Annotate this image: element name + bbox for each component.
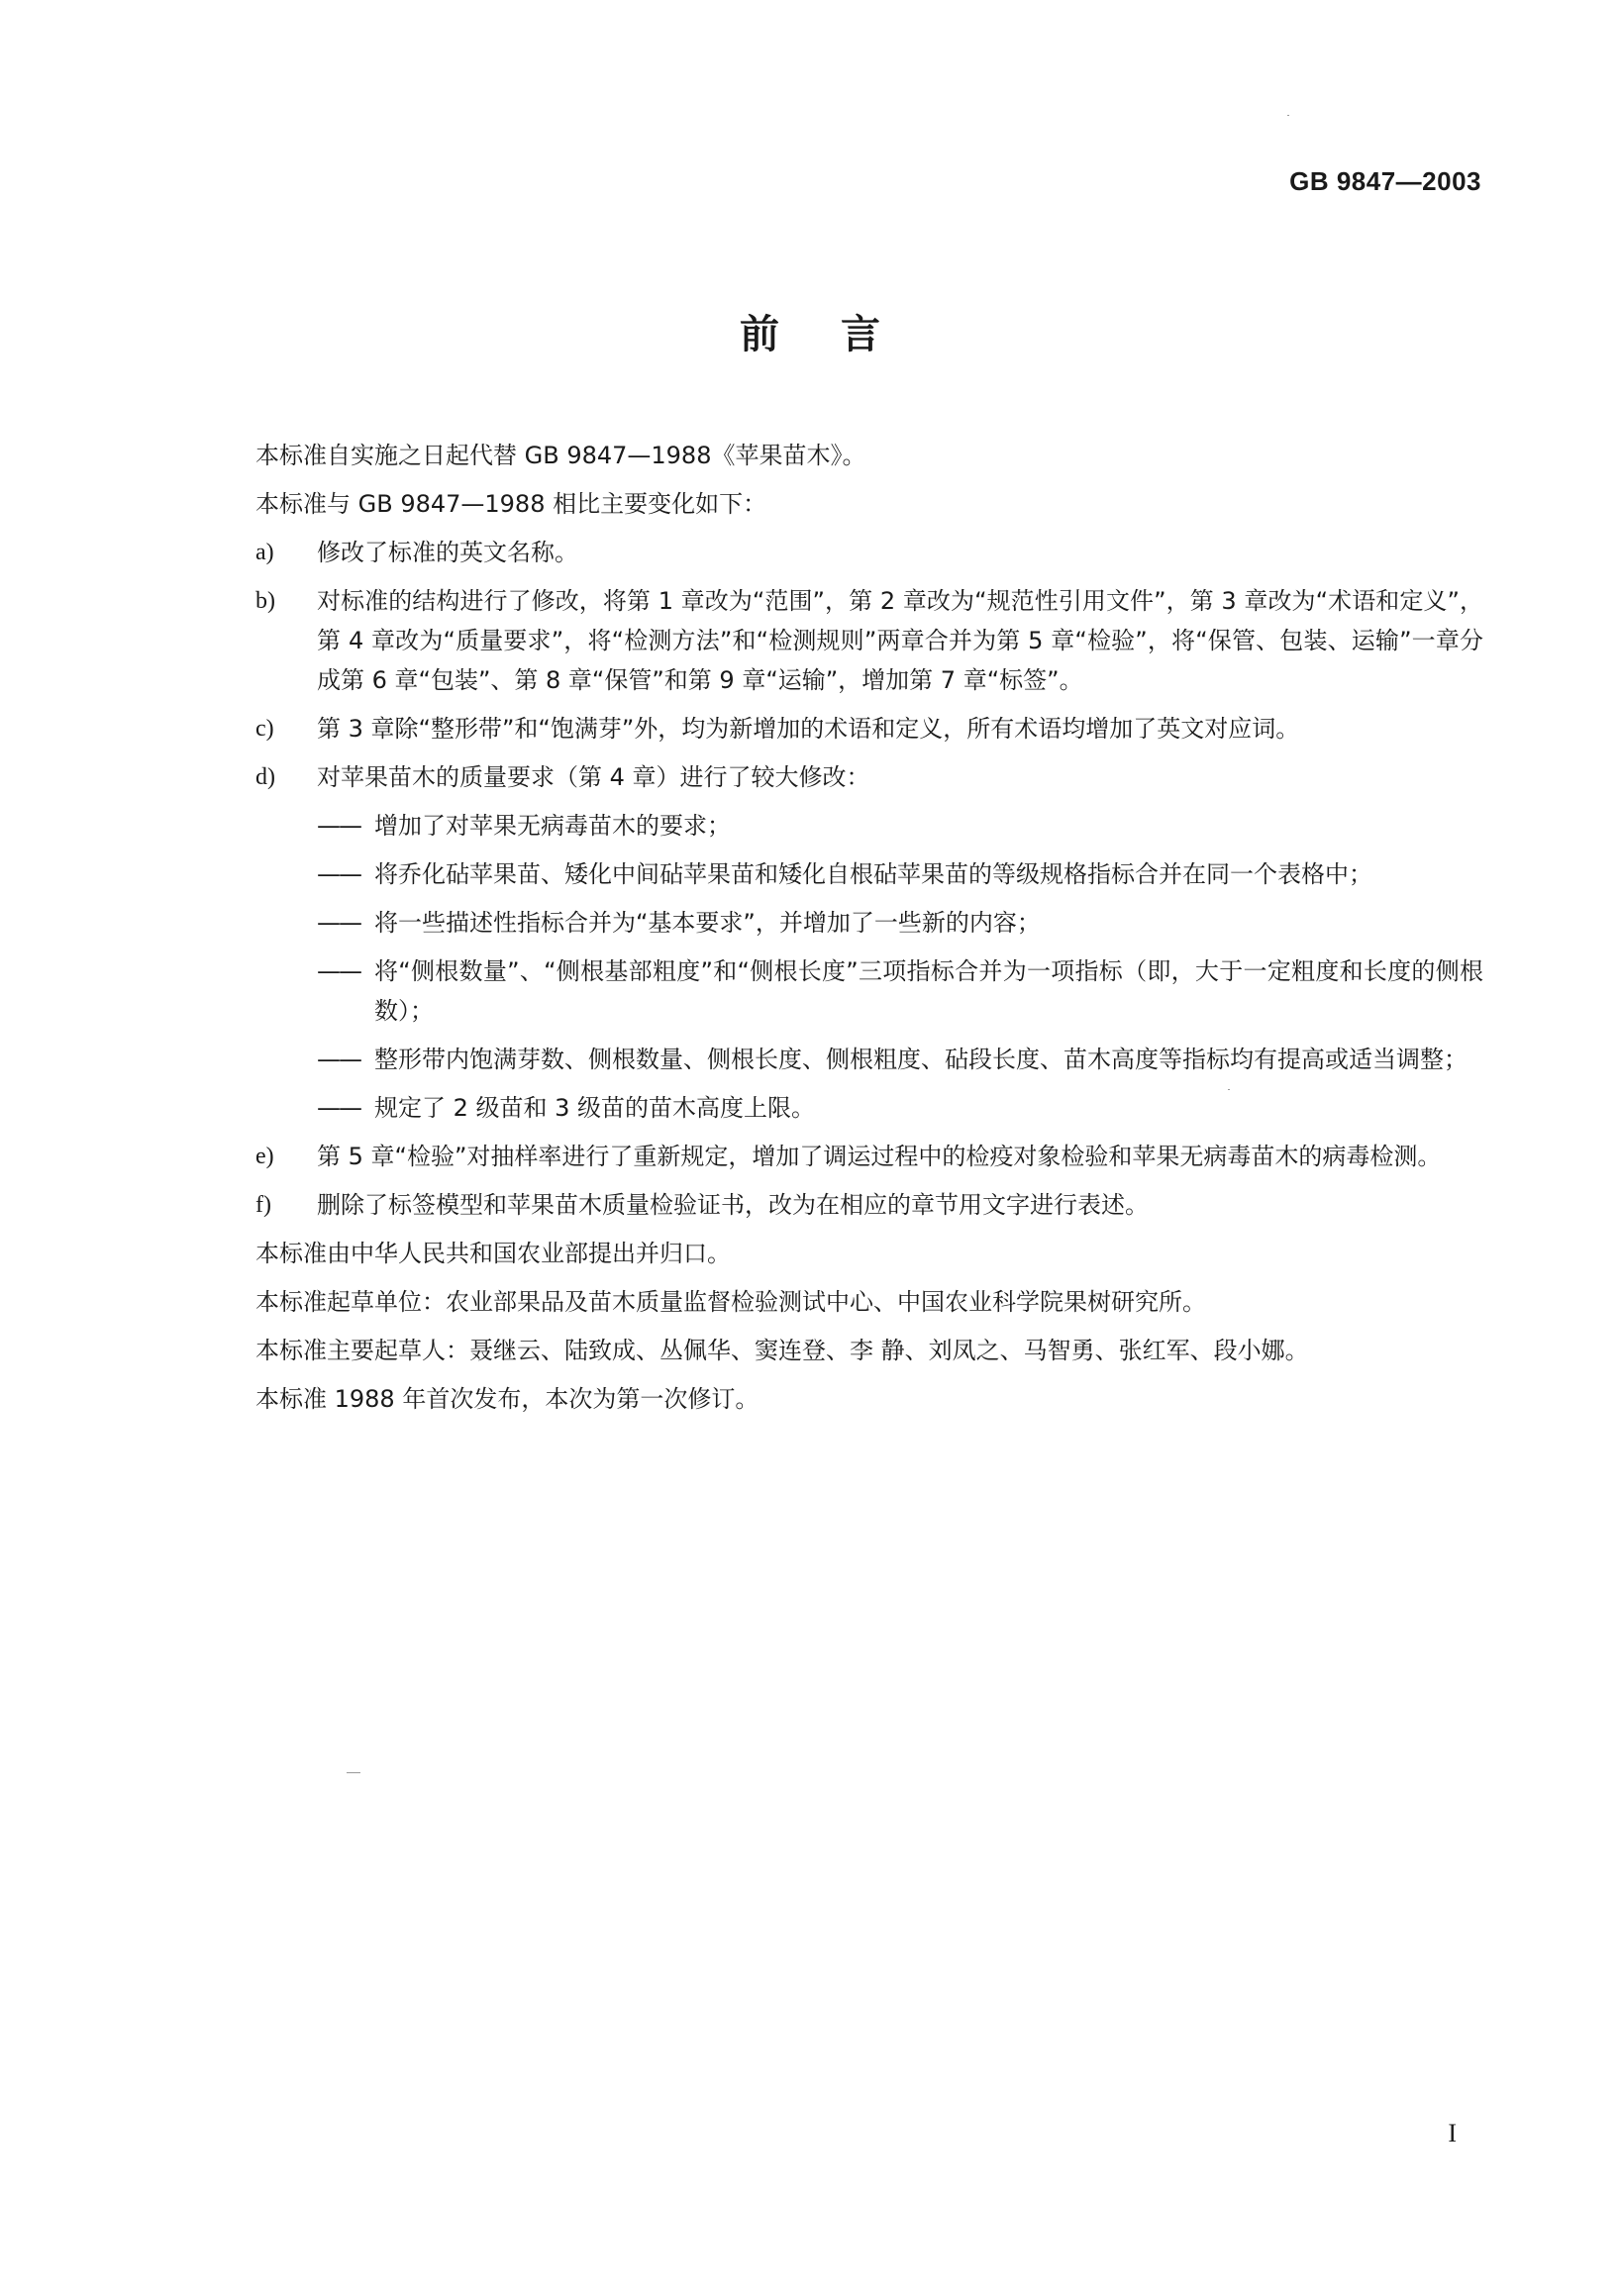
intro-paragraph: 本标准自实施之日起代替 GB 9847—1988《苹果苗木》。	[255, 442, 866, 469]
closing-paragraph: 本标准主要起草人：聂继云、陆致成、丛佩华、窦连登、李 静、刘凤之、马智勇、张红军、段小娜。	[255, 1337, 1309, 1364]
change-item-a	[255, 533, 1483, 572]
item-label: c)	[255, 716, 274, 742]
d-subitem	[317, 1040, 1483, 1079]
d-subitem	[317, 1088, 1483, 1128]
item-text: 对标准的结构进行了修改，将第 1 章改为“范围”，第 2 章改为“规范性引用文件”，第 3 章改为“术语和定义”，第 4 章改为“质量要求”，将“检测方法”和“检测规则”两章合并为第 5 章“检验”，将“保管、包装、运输”一章分成第 6 章“包装”、第 8 章“保管”和第 9 章“运输”，增加第 7 章“标签”。	[317, 587, 1483, 694]
closing-paragraph: 本标准 1988 年首次发布，本次为第一次修订。	[255, 1385, 759, 1413]
item-text: 删除了标签模型和苹果苗木质量检验证书，改为在相应的章节用文字进行表述。	[317, 1191, 1149, 1219]
dash-marker: ——	[317, 957, 360, 985]
item-label: f)	[255, 1192, 271, 1218]
subitem-text: 将一些描述性指标合并为“基本要求”，并增加了一些新的内容；	[374, 909, 1041, 937]
subitem-text: 整形带内饱满芽数、侧根数量、侧根长度、侧根粗度、砧段长度、苗木高度等指标均有提高或适当调整；	[374, 1046, 1468, 1073]
dash-marker: ——	[317, 860, 360, 888]
subitem-text: 增加了对苹果无病毒苗木的要求；	[374, 812, 731, 840]
dash-marker: ——	[317, 812, 360, 840]
change-item-d	[255, 757, 1483, 797]
item-text: 对苹果苗木的质量要求（第 4 章）进行了较大修改：	[317, 763, 870, 791]
dash-marker: ——	[317, 1094, 360, 1122]
d-subitem	[317, 903, 1483, 943]
d-subitem	[317, 951, 1483, 1031]
change-item-f	[255, 1185, 1483, 1225]
dash-marker: ——	[317, 1046, 360, 1073]
item-text: 第 5 章“检验”对抽样率进行了重新规定，增加了调运过程中的检疫对象检验和苹果无病毒苗木的病毒检测。	[317, 1143, 1442, 1170]
page-number: I	[1448, 2119, 1457, 2147]
change-item-e	[255, 1137, 1483, 1176]
dash-marker: ——	[317, 909, 360, 937]
subitem-text: 将乔化砧苹果苗、矮化中间砧苹果苗和矮化自根砧苹果苗的等级规格指标合并在同一个表格中；	[374, 860, 1372, 888]
intro-paragraph: 本标准与 GB 9847—1988 相比主要变化如下：	[255, 490, 767, 518]
scan-speck	[1287, 115, 1289, 116]
page-title: 前言	[740, 312, 942, 357]
d-subitem	[317, 806, 1483, 846]
closing-paragraph: 本标准由中华人民共和国农业部提出并归口。	[255, 1240, 731, 1267]
item-text: 第 3 章除“整形带”和“饱满芽”外，均为新增加的术语和定义，所有术语均增加了英文对应词。	[317, 715, 1300, 743]
closing-paragraph: 本标准起草单位：农业部果品及苗木质量监督检验测试中心、中国农业科学院果树研究所。	[255, 1288, 1206, 1316]
item-text: 修改了标准的英文名称。	[317, 539, 578, 566]
subitem-text: 规定了 2 级苗和 3 级苗的苗木高度上限。	[374, 1094, 816, 1122]
item-label: e)	[255, 1144, 274, 1169]
item-label: d)	[255, 764, 275, 790]
scan-speck	[347, 1772, 360, 1773]
standard-code: GB 9847—2003	[1289, 166, 1481, 196]
subitem-text: 将“侧根数量”、“侧根基部粗度”和“侧根长度”三项指标合并为一项指标（即，大于一定粗度和长度的侧根数）；	[374, 957, 1483, 1025]
preface-body	[255, 436, 1483, 1428]
item-label: a)	[255, 540, 274, 565]
item-label: b)	[255, 588, 275, 614]
d-subitem	[317, 854, 1483, 894]
change-item-c	[255, 709, 1483, 749]
change-item-b	[255, 581, 1483, 700]
